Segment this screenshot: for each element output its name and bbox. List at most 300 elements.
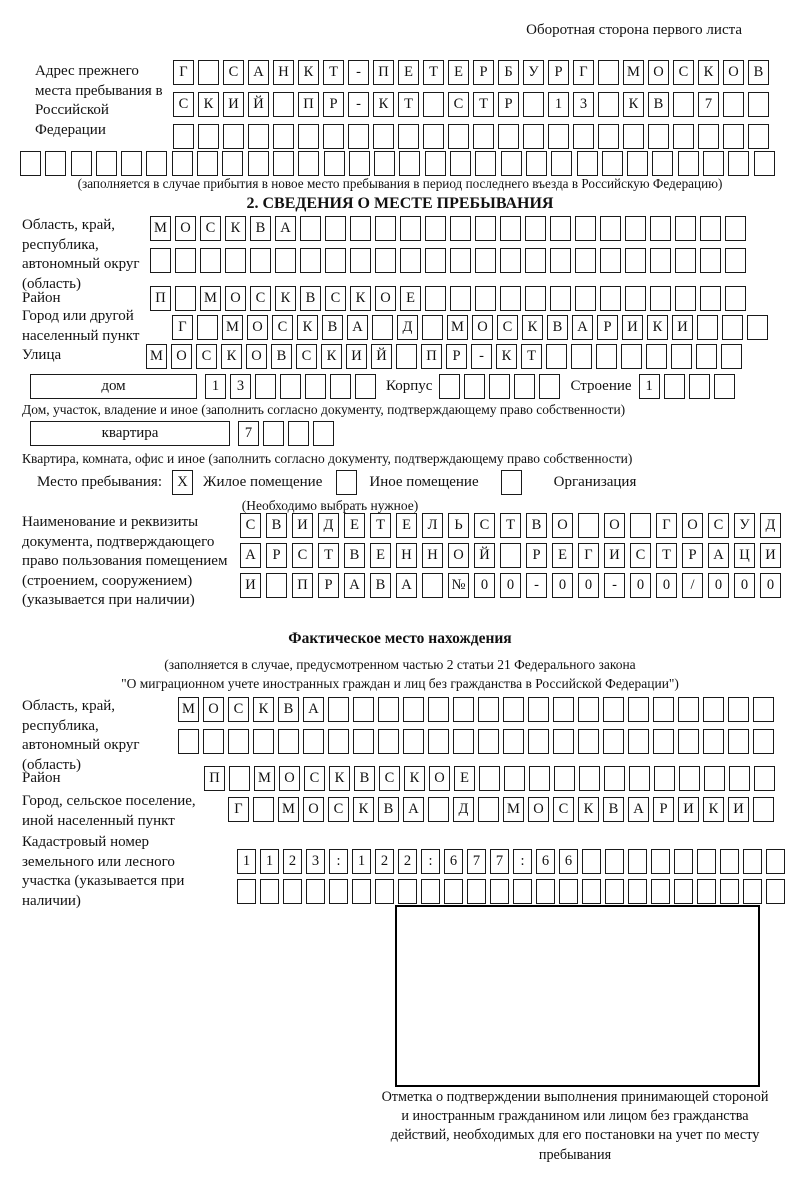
char-cell[interactable]: И <box>604 543 625 568</box>
char-cell[interactable]: 1 <box>260 849 279 874</box>
char-cell[interactable] <box>350 216 371 241</box>
char-cell[interactable] <box>248 124 269 149</box>
char-cell[interactable] <box>528 697 549 722</box>
apartment-type-box[interactable]: квартира <box>30 421 230 446</box>
char-cell[interactable] <box>652 151 673 176</box>
char-cell[interactable] <box>551 151 572 176</box>
char-cell[interactable] <box>350 248 371 273</box>
char-cell[interactable] <box>222 151 243 176</box>
char-cell[interactable] <box>253 729 274 754</box>
char-cell[interactable]: А <box>572 315 593 340</box>
char-cell[interactable] <box>223 124 244 149</box>
char-cell[interactable]: Р <box>473 60 494 85</box>
char-cell[interactable]: Р <box>446 344 467 369</box>
char-cell[interactable]: И <box>678 797 699 822</box>
char-cell[interactable] <box>598 60 619 85</box>
char-cell[interactable] <box>653 729 674 754</box>
char-cell[interactable]: А <box>344 573 365 598</box>
char-cell[interactable] <box>453 729 474 754</box>
char-cell[interactable] <box>579 766 600 791</box>
char-cell[interactable] <box>753 729 774 754</box>
char-cell[interactable] <box>328 729 349 754</box>
char-cell[interactable] <box>325 248 346 273</box>
char-cell[interactable] <box>175 248 196 273</box>
char-cell[interactable] <box>283 879 302 904</box>
char-cell[interactable] <box>664 374 685 399</box>
char-cell[interactable] <box>203 729 224 754</box>
char-cell[interactable] <box>602 151 623 176</box>
char-cell[interactable] <box>725 216 746 241</box>
char-cell[interactable] <box>754 766 775 791</box>
char-cell[interactable] <box>352 879 371 904</box>
char-cell[interactable] <box>723 124 744 149</box>
char-cell[interactable] <box>748 92 769 117</box>
char-cell[interactable] <box>604 766 625 791</box>
char-cell[interactable]: М <box>254 766 275 791</box>
char-cell[interactable] <box>313 421 334 446</box>
char-cell[interactable] <box>722 315 743 340</box>
char-cell[interactable]: У <box>734 513 755 538</box>
char-cell[interactable] <box>678 729 699 754</box>
char-cell[interactable]: М <box>503 797 524 822</box>
char-cell[interactable] <box>697 849 716 874</box>
char-cell[interactable]: И <box>292 513 313 538</box>
char-cell[interactable] <box>553 729 574 754</box>
char-cell[interactable]: И <box>622 315 643 340</box>
char-cell[interactable]: В <box>266 513 287 538</box>
char-cell[interactable] <box>500 216 521 241</box>
char-cell[interactable]: : <box>329 849 348 874</box>
char-cell[interactable] <box>400 248 421 273</box>
char-cell[interactable] <box>450 151 471 176</box>
char-cell[interactable] <box>266 573 287 598</box>
char-cell[interactable]: В <box>648 92 669 117</box>
char-cell[interactable] <box>450 286 471 311</box>
char-cell[interactable]: Г <box>172 315 193 340</box>
char-cell[interactable]: С <box>250 286 271 311</box>
char-cell[interactable] <box>228 729 249 754</box>
char-cell[interactable]: М <box>623 60 644 85</box>
char-cell[interactable] <box>630 513 651 538</box>
char-cell[interactable]: В <box>547 315 568 340</box>
char-cell[interactable] <box>288 421 309 446</box>
char-cell[interactable] <box>675 248 696 273</box>
char-cell[interactable]: В <box>378 797 399 822</box>
char-cell[interactable]: О <box>175 216 196 241</box>
char-cell[interactable]: В <box>748 60 769 85</box>
char-cell[interactable] <box>423 124 444 149</box>
char-cell[interactable] <box>559 879 578 904</box>
char-cell[interactable]: С <box>292 543 313 568</box>
char-cell[interactable]: - <box>471 344 492 369</box>
char-cell[interactable]: Н <box>422 543 443 568</box>
char-cell[interactable]: А <box>347 315 368 340</box>
char-cell[interactable]: С <box>200 216 221 241</box>
char-cell[interactable]: Г <box>173 60 194 85</box>
char-cell[interactable]: К <box>198 92 219 117</box>
char-cell[interactable]: П <box>292 573 313 598</box>
char-cell[interactable] <box>653 697 674 722</box>
char-cell[interactable]: А <box>628 797 649 822</box>
char-cell[interactable] <box>578 697 599 722</box>
char-cell[interactable] <box>700 286 721 311</box>
char-cell[interactable] <box>349 151 370 176</box>
char-cell[interactable]: К <box>578 797 599 822</box>
char-cell[interactable] <box>197 315 218 340</box>
char-cell[interactable]: К <box>647 315 668 340</box>
char-cell[interactable] <box>248 151 269 176</box>
char-cell[interactable]: И <box>760 543 781 568</box>
char-cell[interactable]: О <box>648 60 669 85</box>
char-cell[interactable] <box>675 286 696 311</box>
char-cell[interactable] <box>348 124 369 149</box>
char-cell[interactable]: Т <box>370 513 391 538</box>
char-cell[interactable]: О <box>246 344 267 369</box>
char-cell[interactable] <box>748 124 769 149</box>
char-cell[interactable] <box>250 248 271 273</box>
char-cell[interactable] <box>623 124 644 149</box>
char-cell[interactable]: 0 <box>734 573 755 598</box>
char-cell[interactable]: Е <box>400 286 421 311</box>
char-cell[interactable]: К <box>350 286 371 311</box>
char-cell[interactable]: П <box>421 344 442 369</box>
char-cell[interactable] <box>553 697 574 722</box>
char-cell[interactable] <box>625 248 646 273</box>
char-cell[interactable]: Р <box>526 543 547 568</box>
char-cell[interactable]: 1 <box>352 849 371 874</box>
char-cell[interactable]: С <box>228 697 249 722</box>
char-cell[interactable]: М <box>447 315 468 340</box>
char-cell[interactable] <box>603 729 624 754</box>
char-cell[interactable]: А <box>248 60 269 85</box>
char-cell[interactable]: М <box>150 216 171 241</box>
char-cell[interactable]: С <box>708 513 729 538</box>
char-cell[interactable] <box>96 151 117 176</box>
char-cell[interactable]: Т <box>398 92 419 117</box>
char-cell[interactable] <box>173 124 194 149</box>
char-cell[interactable] <box>278 729 299 754</box>
char-cell[interactable] <box>648 124 669 149</box>
char-cell[interactable]: Т <box>318 543 339 568</box>
char-cell[interactable]: Р <box>318 573 339 598</box>
char-cell[interactable] <box>198 124 219 149</box>
char-cell[interactable] <box>200 248 221 273</box>
char-cell[interactable] <box>450 248 471 273</box>
char-cell[interactable]: М <box>178 697 199 722</box>
char-cell[interactable] <box>628 697 649 722</box>
char-cell[interactable]: Е <box>398 60 419 85</box>
char-cell[interactable]: Г <box>656 513 677 538</box>
char-cell[interactable] <box>273 124 294 149</box>
char-cell[interactable] <box>396 344 417 369</box>
char-cell[interactable] <box>501 470 522 495</box>
char-cell[interactable] <box>654 766 675 791</box>
char-cell[interactable]: К <box>496 344 517 369</box>
char-cell[interactable]: О <box>375 286 396 311</box>
char-cell[interactable] <box>500 248 521 273</box>
char-cell[interactable] <box>323 124 344 149</box>
char-cell[interactable] <box>503 729 524 754</box>
char-cell[interactable] <box>423 92 444 117</box>
char-cell[interactable] <box>678 697 699 722</box>
char-cell[interactable]: О <box>279 766 300 791</box>
char-cell[interactable]: - <box>604 573 625 598</box>
char-cell[interactable]: А <box>403 797 424 822</box>
char-cell[interactable] <box>306 879 325 904</box>
char-cell[interactable] <box>679 766 700 791</box>
char-cell[interactable]: Т <box>423 60 444 85</box>
char-cell[interactable] <box>478 697 499 722</box>
char-cell[interactable]: № <box>448 573 469 598</box>
char-cell[interactable]: В <box>370 573 391 598</box>
char-cell[interactable] <box>421 879 440 904</box>
char-cell[interactable]: 0 <box>500 573 521 598</box>
char-cell[interactable]: К <box>275 286 296 311</box>
char-cell[interactable] <box>728 151 749 176</box>
char-cell[interactable]: 2 <box>283 849 302 874</box>
char-cell[interactable] <box>550 286 571 311</box>
char-cell[interactable] <box>700 216 721 241</box>
char-cell[interactable] <box>720 879 739 904</box>
char-cell[interactable]: 1 <box>548 92 569 117</box>
char-cell[interactable] <box>425 286 446 311</box>
char-cell[interactable]: - <box>526 573 547 598</box>
char-cell[interactable] <box>280 374 301 399</box>
char-cell[interactable] <box>523 124 544 149</box>
char-cell[interactable] <box>504 766 525 791</box>
char-cell[interactable]: Б <box>498 60 519 85</box>
char-cell[interactable] <box>263 421 284 446</box>
char-cell[interactable] <box>422 573 443 598</box>
char-cell[interactable]: С <box>240 513 261 538</box>
char-cell[interactable] <box>697 315 718 340</box>
char-cell[interactable]: У <box>523 60 544 85</box>
char-cell[interactable] <box>475 248 496 273</box>
char-cell[interactable]: А <box>396 573 417 598</box>
char-cell[interactable]: С <box>196 344 217 369</box>
char-cell[interactable]: Е <box>552 543 573 568</box>
char-cell[interactable] <box>600 286 621 311</box>
char-cell[interactable]: И <box>223 92 244 117</box>
char-cell[interactable] <box>575 216 596 241</box>
char-cell[interactable]: X <box>172 470 193 495</box>
char-cell[interactable]: : <box>421 849 440 874</box>
char-cell[interactable] <box>674 879 693 904</box>
char-cell[interactable]: К <box>698 60 719 85</box>
char-cell[interactable]: К <box>522 315 543 340</box>
char-cell[interactable]: С <box>553 797 574 822</box>
char-cell[interactable]: В <box>322 315 343 340</box>
char-cell[interactable] <box>479 766 500 791</box>
char-cell[interactable]: К <box>404 766 425 791</box>
char-cell[interactable]: Е <box>448 60 469 85</box>
char-cell[interactable] <box>628 729 649 754</box>
char-cell[interactable] <box>353 697 374 722</box>
char-cell[interactable] <box>378 697 399 722</box>
char-cell[interactable] <box>428 797 449 822</box>
char-cell[interactable]: Т <box>521 344 542 369</box>
char-cell[interactable] <box>475 216 496 241</box>
char-cell[interactable]: Ь <box>448 513 469 538</box>
char-cell[interactable]: Г <box>228 797 249 822</box>
char-cell[interactable] <box>298 124 319 149</box>
char-cell[interactable]: Р <box>682 543 703 568</box>
char-cell[interactable]: О <box>303 797 324 822</box>
char-cell[interactable] <box>444 879 463 904</box>
char-cell[interactable]: 0 <box>578 573 599 598</box>
char-cell[interactable] <box>729 766 750 791</box>
char-cell[interactable] <box>453 697 474 722</box>
char-cell[interactable] <box>536 879 555 904</box>
char-cell[interactable] <box>525 216 546 241</box>
char-cell[interactable] <box>300 248 321 273</box>
char-cell[interactable] <box>198 60 219 85</box>
char-cell[interactable]: С <box>673 60 694 85</box>
char-cell[interactable] <box>725 248 746 273</box>
char-cell[interactable]: О <box>203 697 224 722</box>
char-cell[interactable]: К <box>321 344 342 369</box>
char-cell[interactable] <box>490 879 509 904</box>
char-cell[interactable]: - <box>348 92 369 117</box>
char-cell[interactable] <box>704 766 725 791</box>
char-cell[interactable]: К <box>373 92 394 117</box>
char-cell[interactable]: К <box>225 216 246 241</box>
char-cell[interactable] <box>753 697 774 722</box>
char-cell[interactable] <box>450 216 471 241</box>
char-cell[interactable]: Д <box>760 513 781 538</box>
char-cell[interactable]: Л <box>422 513 443 538</box>
char-cell[interactable]: С <box>173 92 194 117</box>
char-cell[interactable]: О <box>247 315 268 340</box>
char-cell[interactable] <box>324 151 345 176</box>
char-cell[interactable] <box>603 697 624 722</box>
char-cell[interactable] <box>478 729 499 754</box>
char-cell[interactable]: О <box>552 513 573 538</box>
char-cell[interactable] <box>375 879 394 904</box>
char-cell[interactable] <box>575 286 596 311</box>
char-cell[interactable]: 6 <box>536 849 555 874</box>
char-cell[interactable]: О <box>682 513 703 538</box>
char-cell[interactable]: О <box>225 286 246 311</box>
char-cell[interactable] <box>121 151 142 176</box>
char-cell[interactable] <box>703 729 724 754</box>
char-cell[interactable]: С <box>379 766 400 791</box>
char-cell[interactable] <box>375 248 396 273</box>
char-cell[interactable] <box>650 286 671 311</box>
char-cell[interactable] <box>627 151 648 176</box>
char-cell[interactable] <box>378 729 399 754</box>
char-cell[interactable] <box>501 151 522 176</box>
char-cell[interactable] <box>700 248 721 273</box>
char-cell[interactable] <box>720 849 739 874</box>
char-cell[interactable] <box>698 124 719 149</box>
char-cell[interactable]: И <box>728 797 749 822</box>
char-cell[interactable] <box>605 879 624 904</box>
char-cell[interactable]: 0 <box>656 573 677 598</box>
char-cell[interactable]: 3 <box>230 374 251 399</box>
char-cell[interactable]: 0 <box>708 573 729 598</box>
char-cell[interactable]: 7 <box>238 421 259 446</box>
char-cell[interactable] <box>373 124 394 149</box>
char-cell[interactable]: Р <box>323 92 344 117</box>
char-cell[interactable] <box>425 248 446 273</box>
char-cell[interactable]: 0 <box>552 573 573 598</box>
char-cell[interactable]: К <box>623 92 644 117</box>
char-cell[interactable] <box>498 124 519 149</box>
char-cell[interactable] <box>525 248 546 273</box>
char-cell[interactable] <box>467 879 486 904</box>
char-cell[interactable] <box>475 286 496 311</box>
char-cell[interactable]: В <box>344 543 365 568</box>
char-cell[interactable] <box>464 374 485 399</box>
char-cell[interactable] <box>503 697 524 722</box>
char-cell[interactable]: 0 <box>630 573 651 598</box>
char-cell[interactable]: И <box>672 315 693 340</box>
char-cell[interactable] <box>539 374 560 399</box>
char-cell[interactable]: Е <box>370 543 391 568</box>
char-cell[interactable]: С <box>448 92 469 117</box>
char-cell[interactable] <box>260 879 279 904</box>
char-cell[interactable] <box>674 849 693 874</box>
char-cell[interactable] <box>225 248 246 273</box>
char-cell[interactable] <box>743 879 762 904</box>
char-cell[interactable] <box>175 286 196 311</box>
char-cell[interactable]: А <box>275 216 296 241</box>
char-cell[interactable] <box>629 766 650 791</box>
char-cell[interactable]: О <box>448 543 469 568</box>
char-cell[interactable] <box>336 470 357 495</box>
char-cell[interactable] <box>475 151 496 176</box>
char-cell[interactable] <box>600 248 621 273</box>
char-cell[interactable] <box>325 216 346 241</box>
char-cell[interactable]: П <box>150 286 171 311</box>
char-cell[interactable] <box>298 151 319 176</box>
char-cell[interactable]: Р <box>597 315 618 340</box>
char-cell[interactable]: С <box>630 543 651 568</box>
char-cell[interactable] <box>300 216 321 241</box>
char-cell[interactable] <box>651 849 670 874</box>
char-cell[interactable] <box>525 286 546 311</box>
char-cell[interactable] <box>229 766 250 791</box>
char-cell[interactable]: 7 <box>490 849 509 874</box>
char-cell[interactable] <box>526 151 547 176</box>
char-cell[interactable] <box>753 797 774 822</box>
char-cell[interactable]: М <box>222 315 243 340</box>
char-cell[interactable] <box>598 92 619 117</box>
char-cell[interactable]: С <box>328 797 349 822</box>
char-cell[interactable] <box>625 286 646 311</box>
char-cell[interactable] <box>150 248 171 273</box>
char-cell[interactable] <box>725 286 746 311</box>
char-cell[interactable] <box>554 766 575 791</box>
char-cell[interactable]: К <box>329 766 350 791</box>
char-cell[interactable]: 1 <box>205 374 226 399</box>
char-cell[interactable] <box>578 729 599 754</box>
char-cell[interactable] <box>625 216 646 241</box>
char-cell[interactable] <box>20 151 41 176</box>
char-cell[interactable]: О <box>604 513 625 538</box>
char-cell[interactable] <box>273 151 294 176</box>
char-cell[interactable]: П <box>204 766 225 791</box>
char-cell[interactable] <box>275 248 296 273</box>
char-cell[interactable]: Т <box>500 513 521 538</box>
char-cell[interactable]: Й <box>474 543 495 568</box>
char-cell[interactable]: А <box>240 543 261 568</box>
char-cell[interactable] <box>628 879 647 904</box>
char-cell[interactable] <box>197 151 218 176</box>
char-cell[interactable]: С <box>325 286 346 311</box>
char-cell[interactable]: С <box>474 513 495 538</box>
